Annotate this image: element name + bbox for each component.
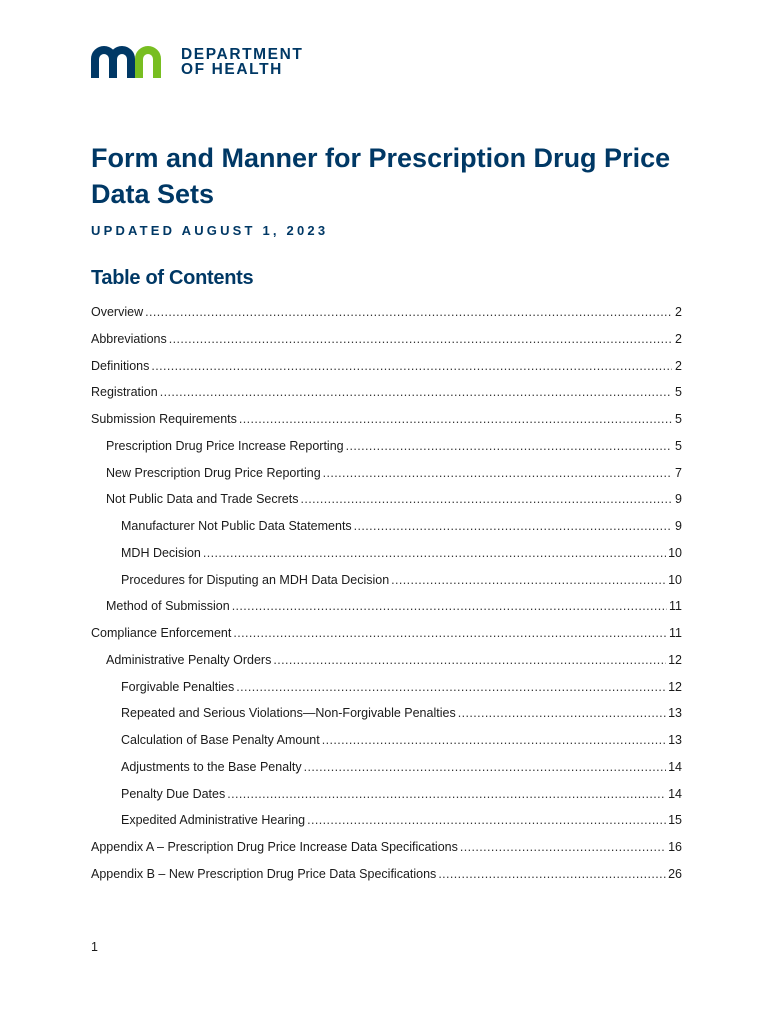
- toc-leader-dots: [458, 700, 666, 727]
- toc-entry-title: Method of Submission: [106, 599, 230, 614]
- toc-entry-title: MDH Decision: [121, 545, 201, 560]
- toc-entry[interactable]: [91, 406, 682, 433]
- toc-entry-page: 5: [675, 438, 682, 453]
- toc-entry-page: 9: [675, 492, 682, 507]
- toc-leader-dots: [232, 593, 667, 620]
- toc-entry-title: Forgivable Penalties: [121, 679, 235, 694]
- toc-entry-page: 14: [668, 786, 682, 801]
- table-of-contents: [91, 299, 682, 888]
- toc-entry-page: 11: [669, 626, 682, 640]
- toc-leader-dots: [304, 754, 666, 781]
- toc-entry-title: Submission Requirements: [91, 412, 237, 426]
- toc-leader-dots: [438, 861, 666, 888]
- toc-entry-title: Administrative Penalty Orders: [106, 652, 272, 667]
- toc-entry[interactable]: [91, 540, 682, 567]
- toc-leader-dots: [323, 460, 672, 487]
- toc-entry-title: Manufacturer Not Public Data Statements: [121, 519, 352, 533]
- toc-entry-title: Appendix B – New Prescription Drug Price Data Specifications: [91, 866, 437, 881]
- toc-entry-title: New Prescription Drug Price Reporting: [106, 465, 321, 480]
- toc-entry[interactable]: [91, 861, 682, 888]
- toc-entry-title: Not Public Data and Trade Secrets: [106, 492, 299, 507]
- toc-entry-page: 14: [668, 759, 682, 774]
- toc-leader-dots: [307, 807, 666, 834]
- document-title: Form and Manner for Prescription Drug Price Data Sets: [91, 143, 671, 209]
- toc-entry[interactable]: [91, 567, 682, 594]
- toc-leader-dots: [160, 379, 672, 406]
- toc-entry[interactable]: [91, 513, 682, 540]
- toc-leader-dots: [346, 433, 672, 460]
- toc-entry[interactable]: [91, 379, 682, 406]
- toc-entry-page: 5: [675, 412, 682, 426]
- toc-entry[interactable]: [91, 353, 682, 380]
- mdh-logo: [91, 45, 304, 79]
- toc-entry-title: Procedures for Disputing an MDH Data Decision: [121, 572, 390, 587]
- toc-entry-title: Adjustments to the Base Penalty: [121, 759, 302, 774]
- toc-entry-page: 10: [668, 545, 682, 560]
- toc-entry-title: Abbreviations: [91, 331, 167, 346]
- toc-entry-page: 5: [675, 385, 682, 400]
- toc-leader-dots: [227, 781, 666, 808]
- logo-line-2: OF HEALTH: [181, 61, 283, 78]
- toc-entry-title: Expedited Administrative Hearing: [121, 813, 306, 828]
- toc-leader-dots: [391, 567, 666, 594]
- toc-entry-title: Registration: [91, 385, 158, 400]
- toc-entry[interactable]: [91, 647, 682, 674]
- mn-logo-mark-icon: [91, 45, 171, 79]
- toc-entry-title: Definitions: [91, 358, 150, 373]
- toc-entry[interactable]: [91, 433, 682, 460]
- updated-date: UPDATED AUGUST 1, 2023: [91, 223, 329, 238]
- toc-entry-page: 12: [668, 652, 682, 667]
- toc-leader-dots: [460, 834, 666, 861]
- toc-entry-page: 12: [668, 679, 682, 694]
- toc-entry-title: Compliance Enforcement: [91, 626, 232, 640]
- toc-entry-page: 2: [675, 305, 682, 319]
- toc-entry-page: 26: [668, 866, 682, 881]
- toc-heading: Table of Contents: [91, 267, 254, 289]
- toc-entry-title: Appendix A – Prescription Drug Price Increase Data Specifications: [91, 840, 458, 854]
- toc-leader-dots: [239, 406, 672, 433]
- toc-entry[interactable]: [91, 700, 682, 727]
- toc-leader-dots: [322, 727, 666, 754]
- toc-leader-dots: [300, 486, 672, 513]
- toc-entry[interactable]: [91, 620, 682, 647]
- toc-entry[interactable]: [91, 727, 682, 754]
- toc-leader-dots: [145, 299, 672, 326]
- toc-entry-page: 16: [668, 840, 682, 854]
- toc-entry-page: 9: [675, 519, 682, 533]
- toc-leader-dots: [354, 513, 672, 540]
- toc-entry[interactable]: [91, 593, 682, 620]
- toc-entry-page: 2: [675, 358, 682, 373]
- toc-entry[interactable]: [91, 674, 682, 701]
- toc-entry[interactable]: [91, 299, 682, 326]
- toc-leader-dots: [236, 674, 666, 701]
- toc-leader-dots: [203, 540, 666, 567]
- toc-entry-page: 11: [669, 599, 682, 614]
- toc-entry-page: 10: [668, 572, 682, 587]
- toc-entry[interactable]: [91, 326, 682, 353]
- toc-entry[interactable]: [91, 754, 682, 781]
- toc-entry[interactable]: [91, 486, 682, 513]
- toc-entry-title: Calculation of Base Penalty Amount: [121, 733, 320, 747]
- toc-entry-title: Repeated and Serious Violations—Non-Forgivable Penalties: [121, 706, 456, 721]
- toc-leader-dots: [233, 620, 667, 647]
- toc-leader-dots: [151, 353, 672, 380]
- toc-leader-dots: [169, 326, 672, 353]
- toc-entry-title: Penalty Due Dates: [121, 786, 226, 801]
- toc-entry-page: 2: [675, 331, 682, 346]
- toc-entry[interactable]: [91, 834, 682, 861]
- toc-entry-page: 7: [675, 465, 682, 480]
- logo-wordmark: [181, 47, 304, 77]
- toc-entry-page: 13: [668, 733, 682, 747]
- toc-entry[interactable]: [91, 460, 682, 487]
- toc-entry-page: 15: [668, 813, 682, 828]
- toc-entry[interactable]: [91, 781, 682, 808]
- toc-entry-page: 13: [668, 706, 682, 721]
- logo-line-1: DEPARTMENT: [181, 46, 304, 63]
- toc-entry-title: Prescription Drug Price Increase Reporting: [106, 438, 344, 453]
- toc-entry-title: Overview: [91, 305, 144, 319]
- toc-leader-dots: [273, 647, 666, 674]
- toc-entry[interactable]: [91, 807, 682, 834]
- page-number: 1: [91, 940, 98, 954]
